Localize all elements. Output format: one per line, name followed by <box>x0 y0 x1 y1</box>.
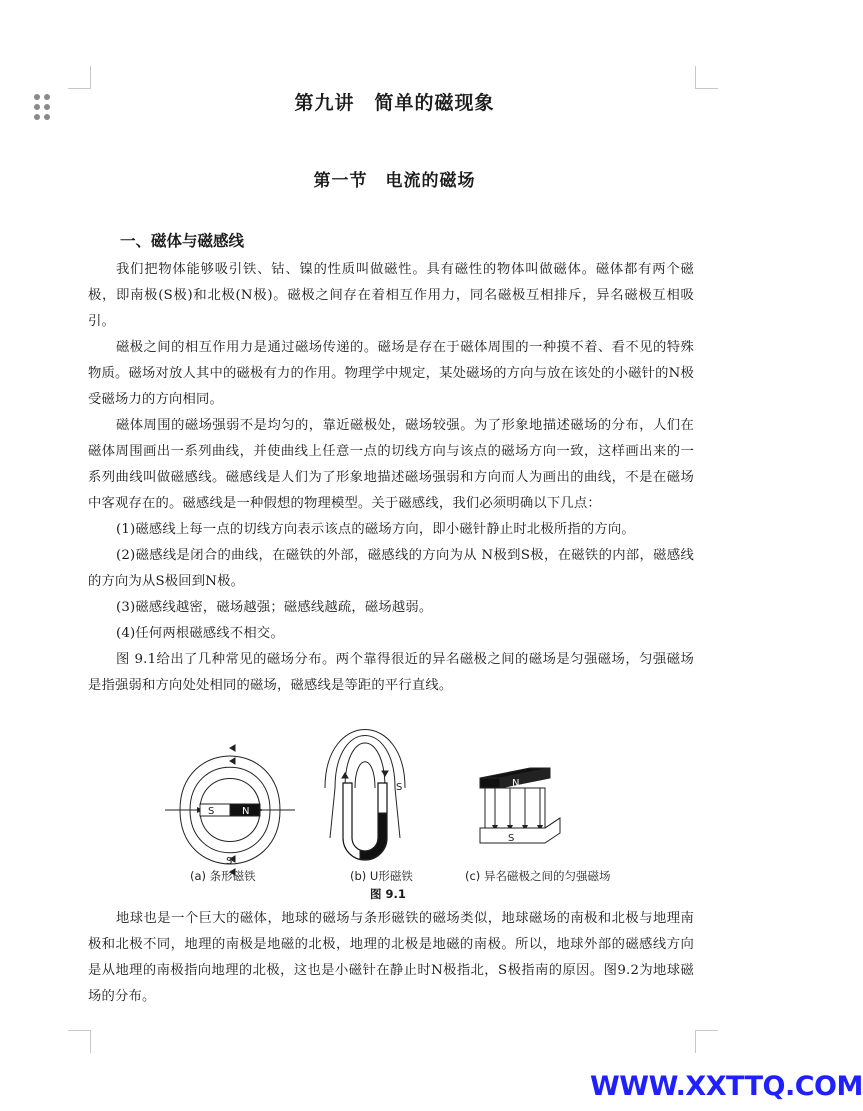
uniform-field-diagram <box>480 768 560 843</box>
crop-mark-top-right <box>695 66 718 89</box>
body-text <box>88 257 694 699</box>
c-s-label: S <box>508 833 515 844</box>
u-s-label: S <box>396 782 403 793</box>
list-item: (2)磁感线是闭合的曲线，在磁铁的外部，磁感线的方向为从 N极到S极，在磁铁的内部，磁感线的方向为从S极回到N极。 <box>88 548 694 589</box>
paragraph: 磁极之间的相互作用力是通过磁场传递的。磁场是存在于磁体周围的一种摸不着、看不见的特殊物质。磁场对放人其中的磁极有力的作用。物理学中规定，某处磁场的方向与放在该处的小磁针的N极受磁场力的方向相同。 <box>88 340 694 407</box>
paragraph: 磁体周围的磁场强弱不是均匀的，靠近磁极处，磁场较强。为了形象地描述磁场的分布，人们在磁体周围画出一系列曲线，并使曲线上任意一点的切线方向与该点的磁场方向一致，这样画出来的一系列曲线叫做磁感线。磁感线是人们为了形象地描述磁场强弱和方向而人为画出的曲线，不是在磁场中客观存在的。磁感线是一种假想的物理模型。关于磁感线，我们必须明确以下几点： <box>88 418 694 511</box>
c-n-label: N <box>512 778 520 789</box>
body-text-continued <box>88 906 694 1010</box>
caption-b: (b) U形磁铁 <box>350 869 413 883</box>
caption-a: (a) 条形磁铁 <box>190 869 256 883</box>
bar-s-label: S <box>208 806 215 817</box>
paragraph: 我们把物体能够吸引铁、钴、镍的性质叫做磁性。具有磁性的物体叫做磁体。磁体都有两个磁极，即南极(S极)和北极(N极)。磁极之间存在着相互作用力，同名磁极互相排斥，异名磁极互相吸引。 <box>88 262 694 329</box>
bar-bottom-label: S <box>226 856 233 867</box>
section-title: 第一节 电流的磁场 <box>313 171 476 191</box>
watermark: WWW.XXTTQ.COM <box>590 1071 863 1102</box>
paragraph: 地球也是一个巨大的磁体，地球的磁场与条形磁铁的磁场类似，地球磁场的南极和北极与地理南极和北极不同，地理的南极是地磁的北极，地理的北极是地磁的南极。所以，地球外部的磁感线方向是从地理的南极指向地理的北极，这也是小磁针在静止时N极指北，S极指南的原因。图9.2为地球磁场的分布。 <box>88 911 694 1004</box>
crop-mark-bottom-left <box>68 1030 91 1053</box>
figure-9-1 <box>160 728 630 904</box>
crop-mark-top-left <box>68 66 91 89</box>
crop-mark-bottom-right <box>695 1030 718 1053</box>
list-item: (4)任何两根磁感线不相交。 <box>116 626 284 641</box>
list-item: (3)磁感线越密，磁场越强；磁感线越疏，磁场越弱。 <box>116 600 433 615</box>
u-magnet-diagram <box>325 730 405 861</box>
bar-n-label: N <box>242 806 250 817</box>
paragraph: 图 9.1给出了几种常见的磁场分布。两个靠得很近的异名磁极之间的磁场是匀强磁场，匀强磁场是指强弱和方向处处相同的磁场，磁感线是等距的平行直线。 <box>88 652 694 693</box>
subsection-heading: 一、磁体与磁感线 <box>120 232 245 250</box>
page-title: 第九讲 简单的磁现象 <box>294 92 495 114</box>
figure-number: 图 9.1 <box>370 887 406 901</box>
caption-c: (c) 异名磁极之间的匀强磁场 <box>465 869 611 883</box>
list-item: (1)磁感线上每一点的切线方向表示该点的磁场方向，即小磁针静止时北极所指的方向。 <box>116 522 635 537</box>
